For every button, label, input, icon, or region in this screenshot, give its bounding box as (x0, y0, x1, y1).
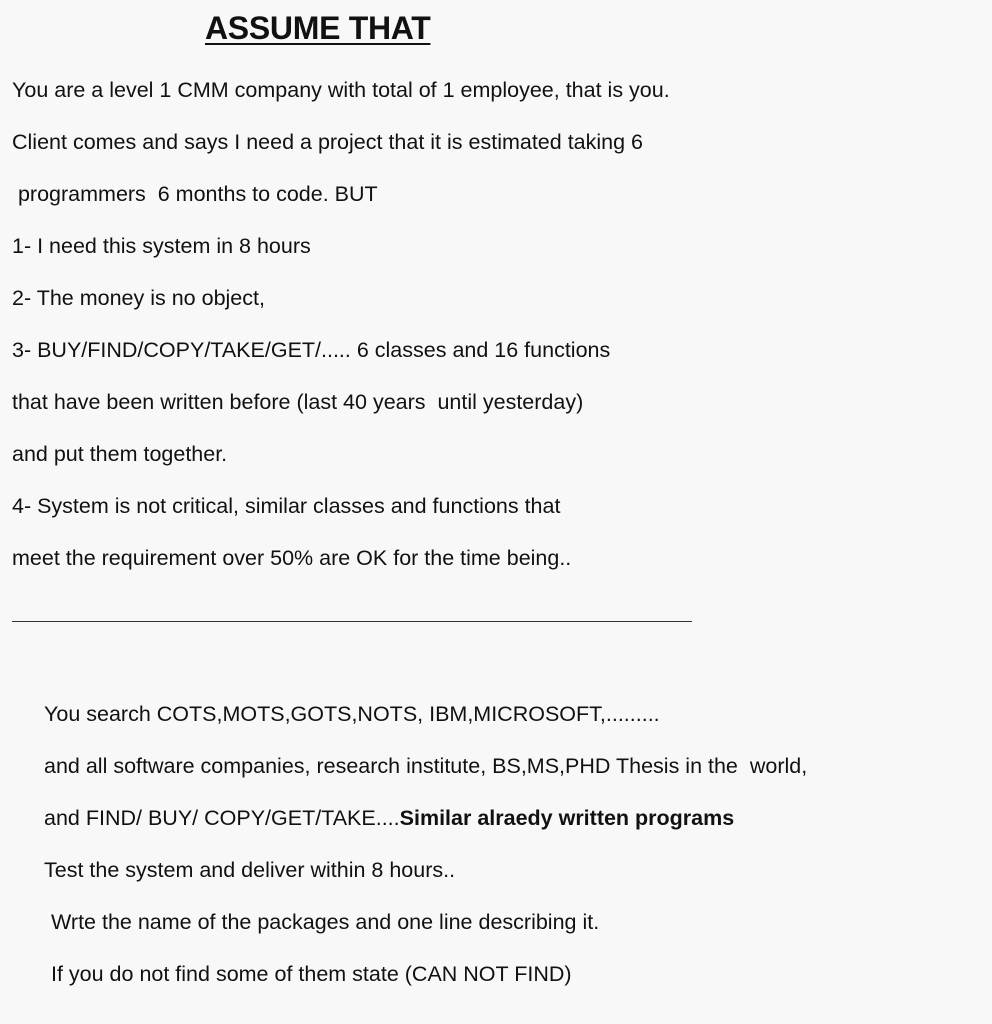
task-search-line: You search COTS,MOTS,GOTS,NOTS, IBM,MICROSOFT,......... (44, 702, 660, 726)
requirement-4: 4- System is not critical, similar classes and functions that (12, 494, 561, 518)
task-find-bold: Similar alraedy written programs (399, 806, 735, 830)
requirement-3-cont-1: that have been written before (last 40 years until yesterday) (12, 390, 584, 414)
requirement-4-cont: meet the requirement over 50% are OK for the time being.. (12, 546, 572, 570)
requirement-2: 2- The money is no object, (12, 286, 265, 310)
task-notfound-line: If you do not find some of them state (CAN NOT FIND) (51, 962, 572, 986)
intro-line-1: You are a level 1 CMM company with total of 1 employee, that is you. (12, 78, 670, 102)
intro-line-3: programmers 6 months to code. BUT (12, 182, 378, 206)
intro-line-2: Client comes and says I need a project that it is estimated taking 6 (12, 130, 643, 154)
task-companies-line: and all software companies, research institute, BS,MS,PHD Thesis in the world, (44, 754, 808, 778)
task-write-line: Wrte the name of the packages and one line describing it. (51, 910, 600, 934)
section-divider (12, 621, 692, 622)
requirement-1: 1- I need this system in 8 hours (12, 234, 311, 258)
requirement-3: 3- BUY/FIND/COPY/TAKE/GET/..... 6 classes and 16 functions (12, 338, 611, 362)
requirement-3-cont-2: and put them together. (12, 442, 228, 466)
task-find-prefix: and FIND/ BUY/ COPY/GET/TAKE.... (44, 806, 400, 830)
task-find-line (44, 805, 734, 831)
task-test-line: Test the system and deliver within 8 hours.. (44, 858, 456, 882)
page-title: ASSUME THAT (205, 10, 431, 46)
